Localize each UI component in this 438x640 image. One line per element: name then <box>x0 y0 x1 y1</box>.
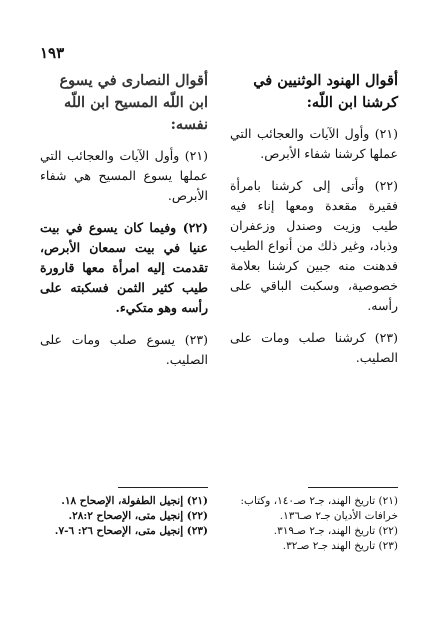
right-footnote-22: (٢٢) تاريخ الهند، جـ٢ صـ٣١٩. <box>273 525 398 537</box>
hindu-sayings-column <box>230 70 398 380</box>
left-footnote-23: (٢٣) إنجيل متى، الإصحاح ٢٦: ٦-٧. <box>54 525 208 537</box>
left-footnotes <box>40 487 208 539</box>
footnote-divider <box>118 487 208 488</box>
left-paragraph-21: (٢١) وأول الآيات والعجائب التي عملها يسوع المسيح هي شفاء الأبرص. <box>40 148 208 203</box>
right-footnote-21-cont: خرافات الأديان جـ٢ صـ١٣٦. <box>279 510 398 522</box>
right-paragraph-22: (٢٢) وأتى إلى كرشنا بامرأة فقيرة مقعدة ومعها إناء فيه طيب وزيت وصندل وزعفران وذباد، وغير ذلك من أنواع الطيب فدهنت منه جبين كرشنا بعلامة خصوصية، وسكبت الباقي على رأسه. <box>230 178 398 313</box>
right-footnote-21: (٢١) تاريخ الهند، جـ٢ صـ١٤٠، وكتاب: <box>240 495 398 507</box>
right-footnote-23: (٢٣) تاريخ الهند جـ٢ صـ٣٢. <box>282 540 398 552</box>
left-paragraph-22: (٢٢) وفيما كان يسوع في بيت عنيا في بيت سمعان الأبرص، تقدمت إليه امرأة معها قارورة طيب كثير الثمن فسكبته على رأسه وهو متكيء. <box>40 220 208 315</box>
left-column-heading: أقوال النصارى في يسوع ابن اللّه المسيح ابن اللّه نفسه: <box>59 72 208 133</box>
left-footnote-22: (٢٢) إنجيل متى، الإصحاح ٢٨:٢. <box>68 510 208 522</box>
footnote-divider <box>308 487 398 488</box>
left-paragraph-23: (٢٣) يسوع صلب ومات على الصليب. <box>40 332 208 367</box>
right-footnotes <box>230 487 398 554</box>
page-number: ١٩٣ <box>40 44 65 62</box>
right-paragraph-21: (٢١) وأول الآيات والعجائب التي عملها كرشنا شفاء الأبرص. <box>230 126 398 161</box>
christian-sayings-column <box>40 70 208 382</box>
left-footnote-21: (٢١) إنجيل الطفولة، الإصحاح ١٨. <box>61 495 208 507</box>
right-column-heading: أقوال الهنود الوثنيين في كرشنا ابن اللّه: <box>253 72 398 111</box>
right-paragraph-23: (٢٣) كرشنا صلب ومات على الصليب. <box>230 330 398 365</box>
